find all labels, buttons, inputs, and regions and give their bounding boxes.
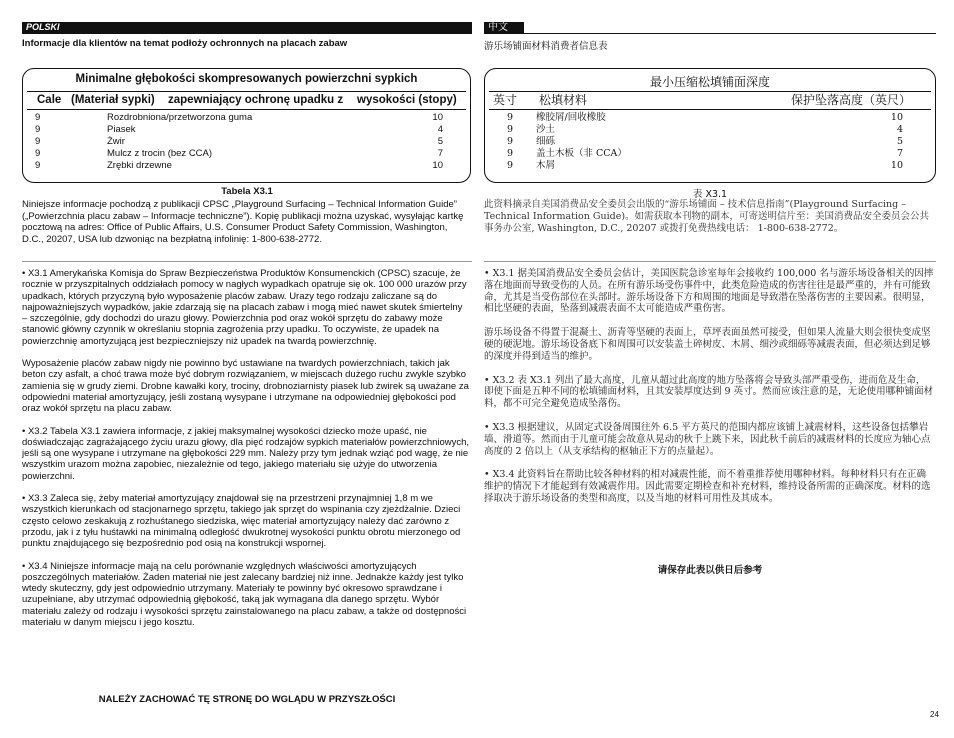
paragraph-surfaces: 游乐场设备不得置于混凝土、沥青等坚硬的表面上，草坪表面虽然可接受，但如果人流量大则会很快变成坚硬的硬泥地。游乐场设备底下和周围可以安装盖土碎树皮、木屑、细沙或细砾等减震表面，但必须达到足够的深度并得到适当的维护。 [484,327,931,362]
row-depth: 9 [507,136,514,147]
section-divider [22,261,472,262]
section-subtitle: Informacje dla klientów na temat podłoży ochronnych na placach zabaw [22,38,348,49]
table-caption: Tabela X3.1 [221,186,273,197]
table-row [489,112,931,124]
table-title: Minimalne głębokości skompresowanych powierzchni sypkich [75,73,418,85]
row-depth: 9 [507,148,514,159]
table-row [27,136,466,148]
row-height: 10 [432,160,443,171]
table-row [489,148,931,160]
header-depth: Cale [37,94,62,106]
row-material: Zrębki drzewne [107,160,172,171]
row-height: 10 [432,112,443,123]
header-height: wysokości (stopy) [357,94,457,106]
row-height: 5 [437,136,443,147]
row-depth: 9 [507,124,514,135]
language-label: POLSKI [22,22,472,33]
row-height: 7 [896,148,903,159]
page-number: 24 [930,710,939,719]
header-material: 松填材料 [539,93,588,107]
table-title: 最小压缩松填铺面深度 [649,75,770,89]
header-height: 保护坠落高度（英尺） [791,93,912,107]
row-material: Rozdrobniona/przetworzona guma [107,112,253,123]
row-material: Żwir [107,136,125,147]
keep-notice: NALEŻY ZACHOWAĆ TĘ STRONĘ DO WGLĄDU W PRZYSZŁOŚCI [98,694,396,705]
section-divider [484,261,936,262]
header-rule [22,33,472,34]
body-text [484,268,934,517]
table-row [27,160,466,172]
row-height: 4 [896,124,903,135]
depth-table [22,68,471,183]
depth-table [484,68,936,183]
paragraph-x3-2: • X3.2 Tabela X3.1 zawiera informacje, z jakiej maksymalnej wysokości dziecko może upaść, nie doświadczając zagrażającego życiu urazu głowy, dla pięć rodzajów sypkich materiałów powierzchniowych, jeśli są one wysypane i utrzymane na głębokości 229 mm. Należy przy tym jednak wziąć pod wagę, że nie wszystkim urazom można zapobiec, niezależnie od tego, jakiego materiału się użyje do utworzenia powierzchni. [22,425,470,482]
table-row [27,112,466,124]
row-height: 7 [437,148,443,159]
section-subtitle: 游乐场铺面材料消费者信息表 [484,41,608,52]
table-header [489,91,931,110]
paragraph-x3-1: • X3.1 Amerykańska Komisja do Spraw Bezpieczeństwa Produktów Konsumenckich (CPSC) szacuje, że rocznie w przyszpitalnych oddziałach pomocy w nagłych wypadkach opatruje się ok. 100 000 urazów przy upadkach, których przyczyną było wyposażenie placów zabaw. Urazy tego rodzaju zaliczane są do najpoważniejszych wypadków, jakie zdarzają się na placach zabaw i mogą mieć nawet skutek śmiertelny – szczególnie, gdy dochodzi do urazu głowy. Powierzchnia pod oraz wokół sprzętu do zabawy może stanowić główny czynnik w określaniu stopnia zagrożenia przy upadku. To oczywiste, że upadek na powierzchnię amortyzującą jest bezpieczniejszy niż upadek na twardą powierzchnię. [22,268,467,347]
row-depth: 9 [35,136,41,147]
table-row [27,124,466,136]
header-depth: 英寸 [493,93,518,107]
row-depth: 9 [35,148,41,159]
row-height: 10 [890,160,903,171]
table-row [489,160,931,172]
header-protection: zapewniający ochronę upadku z [168,94,344,106]
header-material: (Materiał sypki) [71,94,155,106]
table-row [489,136,931,148]
body-text [22,268,470,639]
row-material: Mulcz z trocin (bez CCA) [107,148,213,159]
row-depth: 9 [35,124,41,135]
paragraph-x3-4: • X3.4 此资料旨在帮助比较各种材料的相对减震性能，而不着重推荐使用哪种材料。每种材料只有在正确维护的情况下才能起到有效减震作用。因此需要定期检查和补充材料，维持设备所需的正确深度。材料的选择取决于游乐场设备的类型和高度，以及当地的材料可用性及其成本。 [484,469,931,504]
row-depth: 9 [35,160,41,171]
paragraph-x3-1: • X3.1 据美国消费品安全委员会估计，美国医院急诊室每年会接收约 100,000 名与游乐场设备相关的因摔落在地面而导致受伤的人员。在所有游乐场受伤事件中，此类危险造成的伤害往往是最严重的，并有可能致命，尤其是当受伤部位在头部时。游乐场设备下方和周围的地面是导致潜在坠落伤害的主要因素。很明显，相比坚硬的表面，坠落到减震表面不太可能造成严重伤害。 [484,268,934,315]
table-header [27,91,466,110]
table-row [489,124,931,136]
row-depth: 9 [35,112,41,123]
source-note: 此资料摘录自美国消费品安全委员会出版的“游乐场铺面 – 技术信息指南”(Playground Surfacing – Technical Information Guide)。如需获取本刊物的副本，可寄送明信片至：美国消费品安全委员会公共事务办公室, Washington, D.C., 20207 或拨打免费热线电话： 1-800-638-2772。 [484,199,930,234]
row-material: 沙土 [536,124,556,135]
row-depth: 9 [507,112,514,123]
header-rule [484,33,936,34]
table-body [489,112,931,172]
language-label: 中文 [484,22,524,33]
source-note: Niniejsze informacje pochodzą z publikacji CPSC „Playground Surfacing – Technical Information Guide” („Powierzchnia placu zabaw – Informacje techniczne”). Kopię publikacji można uzyskać, wysyłając kartkę pocztową na adres: Office of Public Affairs, U.S. Consumer Product Safety Commission, Washington, D.C., 20207, USA lub dzwoniąc na bezpłatną infolinię: 1-800-638-2772. [22,199,464,245]
paragraph-x3-4: • X3.4 Niniejsze informacje mają na celu porównanie względnych właściwości amortyzujących poszczególnych materiałów. Żaden materiał nie jest zalecany bardziej niż inne. Jednakże każdy jest tylko wtedy skuteczny, gdy jest odpowiednio utrzymany. Materiały te powinny być okresowo sprawdzane i uzupełniane, aby utrzymać odpowiednią głębokość, taką jak wymagana dla danego sprzętu. Wybór materiału zależy od rodzaju i wysokości sprzętu zainstalowanego na placu zabaw, a także od dostępności materiału w danym miejscu i jego kosztu. [22,560,467,629]
row-material: 盖土木板（非 CCA） [536,148,627,159]
table-row [27,148,466,160]
row-material: 橡胶屑/回收橡胶 [536,112,606,123]
table-body [27,112,466,172]
paragraph-x3-3: • X3.3 根据建议，从固定式设备周围往外 6.5 平方英尺的范围内都应该铺上减震材料，这些设备包括攀岩墙、滑道等。然而由于儿童可能会故意从晃动的秋千上跳下来，因此秋千前后的减震材料的长度应为轴心点高度的 2 倍以上（从支承结构的枢轴正下方的点量起）。 [484,421,931,457]
paragraph-surfaces: Wyposażenie placów zabaw nigdy nie powinno być ustawiane na twardych powierzchniach, takich jak beton czy asfalt, a choć trawa może być dobrym rozwiązaniem, w miejscach dużego ruchu zwykle szybko zamienia się w grudy ziemi. Drobne kawałki kory, trociny, drobnoziarnisty piasek lub żwirek są uważane za odpowiedni materiał amortyzujący, jeśli zostaną wysypane i utrzymane na odpowiedniej głębokości pod oraz wokół sprzętu na placu zabaw. [22,358,469,415]
row-material: 细砾 [536,136,556,147]
row-height: 10 [890,112,903,123]
table-caption: 表 X3.1 [692,189,728,200]
row-material: Piasek [107,124,136,135]
paragraph-x3-2: • X3.2 表 X3.1 列出了最大高度，儿童从超过此高度的地方坠落将会导致头部严重受伤，进而危及生命，即使下面是五种不同的松填铺面材料，且其安装厚度达到 9 英寸。然而应该注意的是，无论使用哪种铺面材料，都不可完全避免造成坠落伤。 [484,374,934,410]
row-depth: 9 [507,160,514,171]
row-height: 4 [437,124,443,135]
row-material: 木屑 [536,160,556,171]
paragraph-x3-3: • X3.3 Zaleca się, żeby materiał amortyzujący znajdował się na przestrzeni przynajmniej 1,8 m we wszystkich kierunkach od stacjonarnego sprzętu, takiego jak sprzęt do wspinania czy zjeżdżalnie. Dzieci często celowo zeskakują z rozhuśtanego siedziska, więc materiał amortyzujący należy dać zarówno z przodu, jak i z tyłu huśtawki na minimalną odległość dwukrotnej wysokości punktu obrotu mierzonego od punktu znajdującego się bezpośrednio pod osią na konstrukcji wspornej. [22,493,461,550]
row-height: 5 [896,136,903,147]
keep-notice: 请保存此表以供日后参考 [657,565,763,576]
